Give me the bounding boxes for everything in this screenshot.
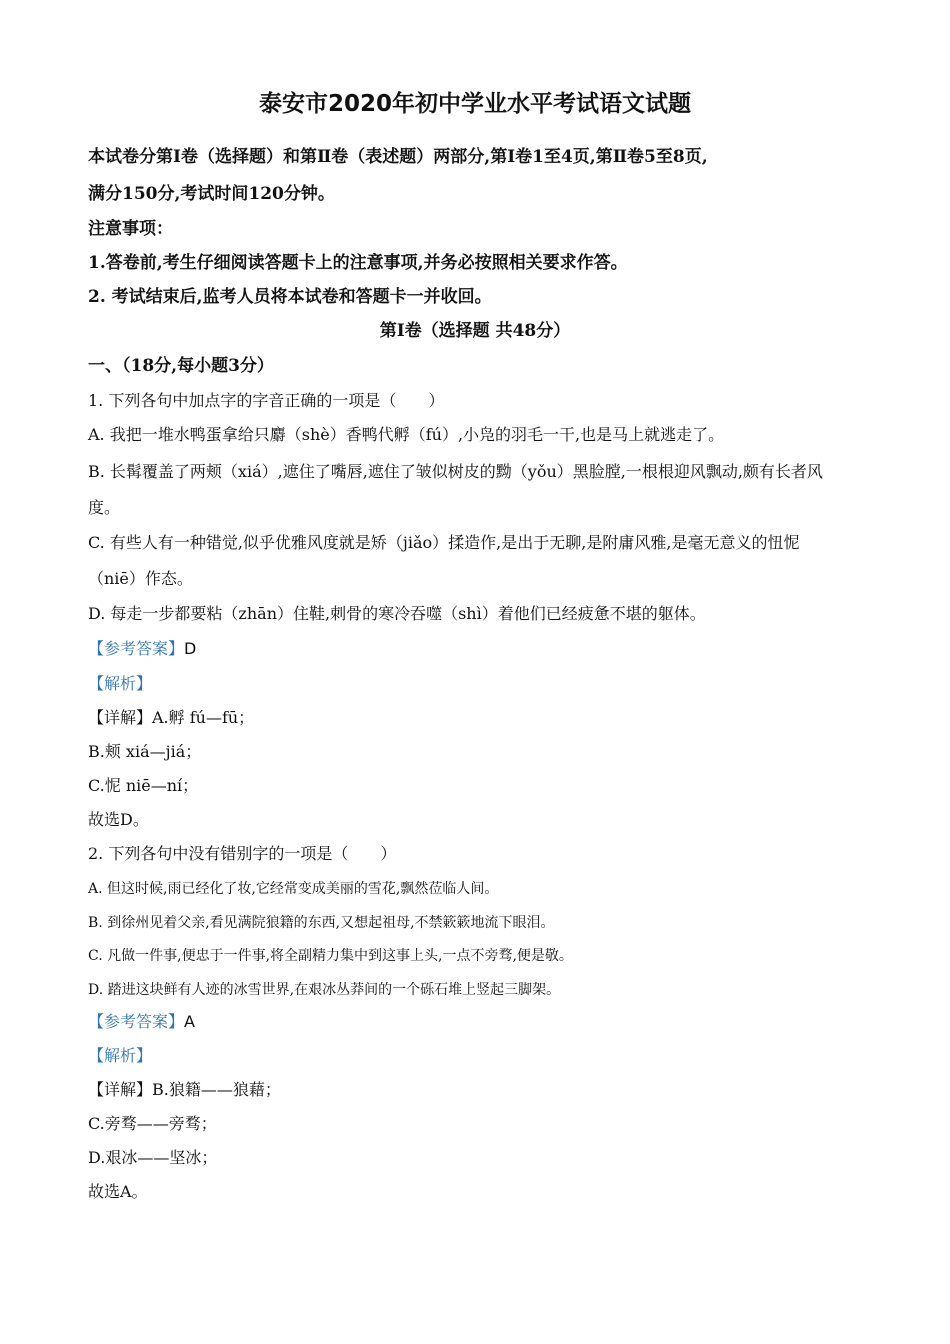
intro-line-1: 本试卷分第Ⅰ卷（选择题）和第Ⅱ卷（表述题）两部分,第Ⅰ卷1至4页,第Ⅱ卷5至8页,: [88, 147, 708, 167]
q1-option-d: D. 每走一步都要粘（zhān）住鞋,刺骨的寒冷吞噬（shì）着他们已经疲惫不堪的躯体。: [88, 604, 706, 623]
q2-answer-value: A: [184, 1012, 195, 1031]
q1-option-b-line1: B. 长髯覆盖了两颊（xiá）,遮住了嘴唇,遮住了皱似树皮的黝（yǒu）黑脸膛,一根根迎风飘动,颇有长者风: [88, 462, 823, 481]
q2-stem: 2. 下列各句中没有错别字的一项是（ ）: [88, 844, 397, 863]
q2-option-a: A. 但这时候,雨已经化了妆,它经常变成美丽的雪花,飘然莅临人间。: [88, 881, 499, 897]
q1-conclusion: 故选D。: [88, 810, 149, 829]
q1-option-c-line2: （niē）作态。: [88, 569, 193, 588]
q1-option-b-line2: 度。: [88, 498, 121, 517]
notice-item-2: 2. 考试结束后,监考人员将本试卷和答题卡一并收回。: [88, 287, 492, 307]
q1-stem: 1. 下列各句中加点字的字音正确的一项是（ ）: [88, 391, 445, 410]
q2-conclusion: 故选A。: [88, 1182, 148, 1201]
q2-detail-3: D.艰冰——坚冰；: [88, 1148, 218, 1167]
q2-analysis-label: 【解析】: [88, 1046, 153, 1065]
q2-option-d: D. 踏进这块鲜有人迹的冰雪世界,在艰冰丛莽间的一个砾石堆上竖起三脚架。: [88, 982, 561, 998]
q2-detail-2: C.旁骛——旁骛；: [88, 1114, 217, 1133]
section-title: 第Ⅰ卷（选择题 共48分）: [379, 321, 571, 341]
q1-option-a: A. 我把一堆水鸭蛋拿给只麝（shè）香鸭代孵（fú）,小凫的羽毛一干,也是马上就逃走了。: [88, 425, 725, 444]
q2-answer-row: [88, 1011, 195, 1033]
q1-detail-2: B.颊 xiá—jiá；: [88, 742, 202, 761]
part-one-heading: 一、（18分,每小题3分）: [88, 356, 274, 376]
q1-detail-3: C.怩 niē—ní；: [88, 776, 199, 795]
q1-option-c-line1: C. 有些人有一种错觉,似乎优雅风度就是矫（jiǎo）揉造作,是出于无聊,是附庸风雅,是毫无意义的忸怩: [88, 533, 800, 552]
q1-answer-value: D: [184, 639, 197, 658]
q2-option-c: C. 凡做一件事,便忠于一件事,将全副精力集中到这事上头,一点不旁骛,便是敬。: [88, 948, 573, 964]
notice-item-1: 1.答卷前,考生仔细阅读答题卡上的注意事项,并务必按照相关要求作答。: [88, 253, 628, 273]
intro-line-2: 满分150分,考试时间120分钟。: [88, 184, 335, 204]
q2-detail-1: 【详解】B.狼籍——狼藉；: [88, 1080, 281, 1099]
notice-title: 注意事项：: [88, 219, 173, 239]
exam-title: 泰安市2020年初中学业水平考试语文试题: [258, 91, 691, 117]
q1-analysis-label: 【解析】: [88, 674, 153, 693]
q2-answer-label: 【参考答案】: [88, 1012, 185, 1031]
q2-option-b: B. 到徐州见着父亲,看见满院狼籍的东西,又想起祖母,不禁簌簌地流下眼泪。: [88, 915, 555, 931]
q1-detail-1: 【详解】A.孵 fú—fū；: [88, 708, 255, 727]
q1-answer-row: [88, 638, 196, 660]
q1-answer-label: 【参考答案】: [88, 639, 185, 658]
